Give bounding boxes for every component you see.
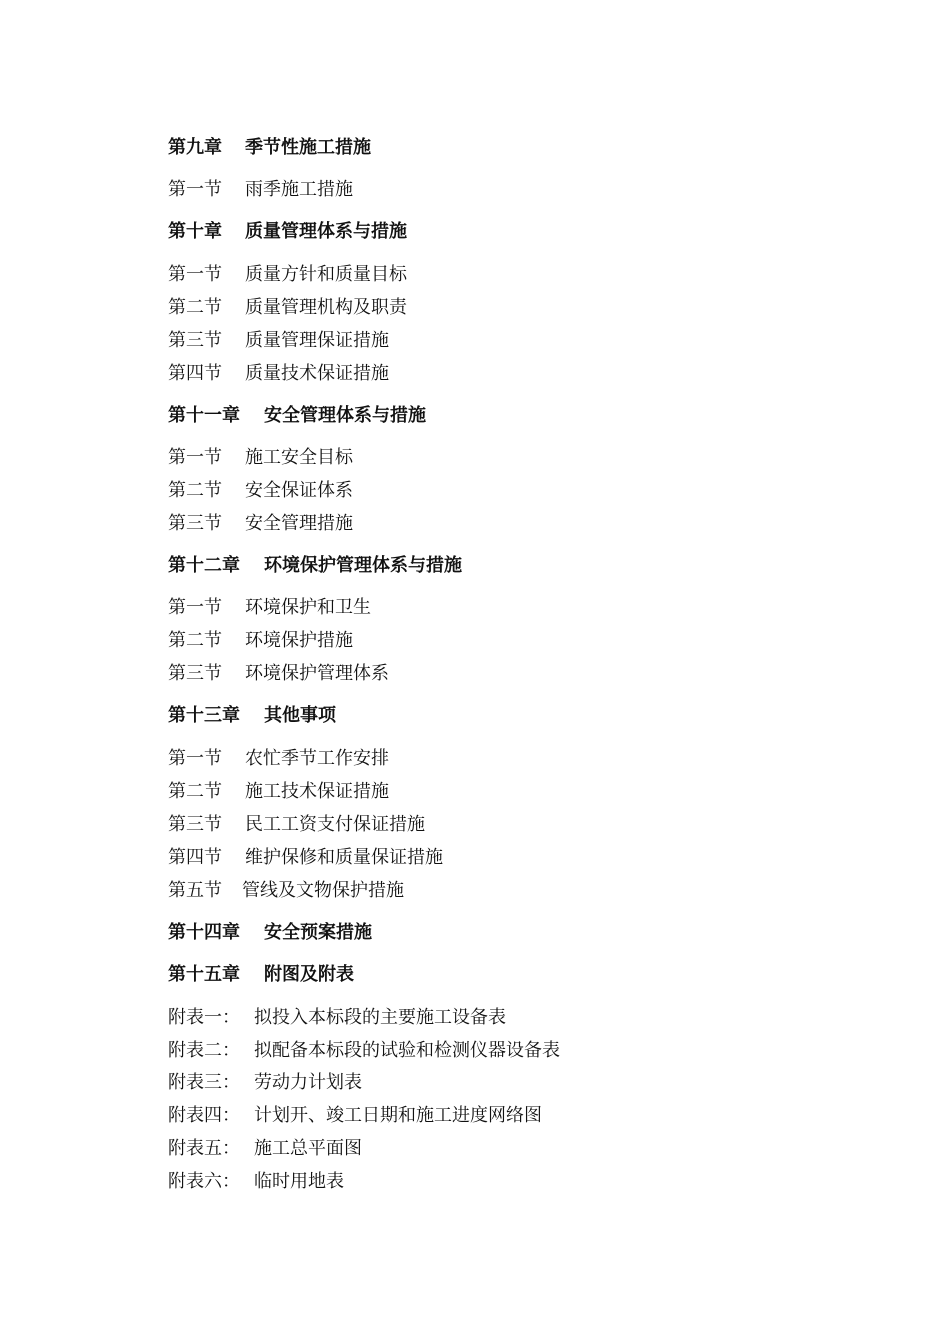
toc-chapter-13 <box>168 704 336 728</box>
toc-chapter-9 <box>168 136 371 160</box>
toc-number: 第二节 <box>168 630 222 651</box>
toc-number: 第三节 <box>168 513 222 534</box>
toc-title: 质量技术保证措施 <box>245 363 389 384</box>
toc-number: 第二节 <box>168 297 222 318</box>
toc-title: 计划开、竣工日期和施工进度网络图 <box>254 1105 542 1126</box>
toc-section <box>168 846 443 870</box>
toc-number: 第一节 <box>168 179 222 200</box>
toc-section <box>168 629 353 653</box>
toc-title: 环境保护管理体系与措施 <box>264 555 462 576</box>
toc-number: 第二节 <box>168 781 222 802</box>
toc-title: 施工安全目标 <box>245 447 353 468</box>
toc-title: 施工总平面图 <box>254 1138 362 1159</box>
toc-title: 其他事项 <box>264 705 336 726</box>
toc-number: 第三节 <box>168 663 222 684</box>
toc-title: 安全保证体系 <box>245 480 353 501</box>
toc-chapter-10 <box>168 220 407 244</box>
toc-section <box>168 596 371 620</box>
toc-title: 季节性施工措施 <box>245 137 371 158</box>
toc-number: 第九章 <box>168 137 222 158</box>
toc-number: 第十五章 <box>168 964 240 985</box>
toc-section <box>168 362 389 386</box>
toc-section <box>168 813 425 837</box>
toc-title: 质量管理机构及职责 <box>245 297 407 318</box>
toc-section <box>168 662 389 686</box>
toc-title: 安全管理体系与措施 <box>264 405 426 426</box>
toc-section <box>168 512 353 536</box>
toc-appendix <box>168 1170 344 1194</box>
toc-title: 环境保护措施 <box>245 630 353 651</box>
toc-appendix <box>168 1039 560 1063</box>
toc-section <box>168 296 407 320</box>
toc-appendix <box>168 1071 362 1095</box>
toc-chapter-11 <box>168 404 426 428</box>
toc-number: 第五节 <box>168 880 222 901</box>
toc-number: 附表一： <box>168 1007 240 1028</box>
toc-appendix <box>168 1137 362 1161</box>
toc-number: 第一节 <box>168 264 222 285</box>
toc-title: 临时用地表 <box>254 1171 344 1192</box>
toc-title: 质量管理保证措施 <box>245 330 389 351</box>
toc-number: 第一节 <box>168 447 222 468</box>
toc-number: 第一节 <box>168 748 222 769</box>
toc-number: 第十章 <box>168 221 222 242</box>
toc-title: 民工工资支付保证措施 <box>245 814 425 835</box>
toc-section <box>168 446 353 470</box>
toc-number: 第十二章 <box>168 555 240 576</box>
toc-number: 第十四章 <box>168 922 240 943</box>
toc-number: 第三节 <box>168 330 222 351</box>
toc-title: 施工技术保证措施 <box>245 781 389 802</box>
toc-number: 附表六： <box>168 1171 240 1192</box>
toc-title: 管线及文物保护措施 <box>242 880 404 901</box>
toc-number: 第二节 <box>168 480 222 501</box>
toc-number: 第三节 <box>168 814 222 835</box>
toc-section <box>168 747 389 771</box>
toc-title: 劳动力计划表 <box>254 1072 362 1093</box>
toc-number: 第四节 <box>168 363 222 384</box>
toc-section <box>168 263 407 287</box>
toc-chapter-12 <box>168 554 462 578</box>
toc-title: 拟投入本标段的主要施工设备表 <box>254 1007 506 1028</box>
toc-number: 第十一章 <box>168 405 240 426</box>
toc-title: 环境保护管理体系 <box>245 663 389 684</box>
toc-title: 农忙季节工作安排 <box>245 748 389 769</box>
toc-title: 环境保护和卫生 <box>245 597 371 618</box>
toc-title: 附图及附表 <box>264 964 354 985</box>
toc-appendix <box>168 1104 542 1128</box>
toc-title: 安全预案措施 <box>264 922 372 943</box>
toc-chapter-15 <box>168 963 354 987</box>
toc-section <box>168 329 389 353</box>
toc-chapter-14 <box>168 921 372 945</box>
toc-number: 附表五： <box>168 1138 240 1159</box>
toc-title: 质量方针和质量目标 <box>245 264 407 285</box>
toc-title: 安全管理措施 <box>245 513 353 534</box>
toc-title: 拟配备本标段的试验和检测仪器设备表 <box>254 1040 560 1061</box>
toc-number: 附表三： <box>168 1072 240 1093</box>
toc-title: 质量管理体系与措施 <box>245 221 407 242</box>
toc-number: 第十三章 <box>168 705 240 726</box>
toc-number: 第一节 <box>168 597 222 618</box>
toc-number: 第四节 <box>168 847 222 868</box>
toc-title: 维护保修和质量保证措施 <box>245 847 443 868</box>
toc-title: 雨季施工措施 <box>245 179 353 200</box>
toc-number: 附表二： <box>168 1040 240 1061</box>
toc-section <box>168 879 404 903</box>
toc-section <box>168 780 389 804</box>
toc-appendix <box>168 1006 506 1030</box>
toc-number: 附表四： <box>168 1105 240 1126</box>
toc-section <box>168 479 353 503</box>
toc-section <box>168 178 353 202</box>
